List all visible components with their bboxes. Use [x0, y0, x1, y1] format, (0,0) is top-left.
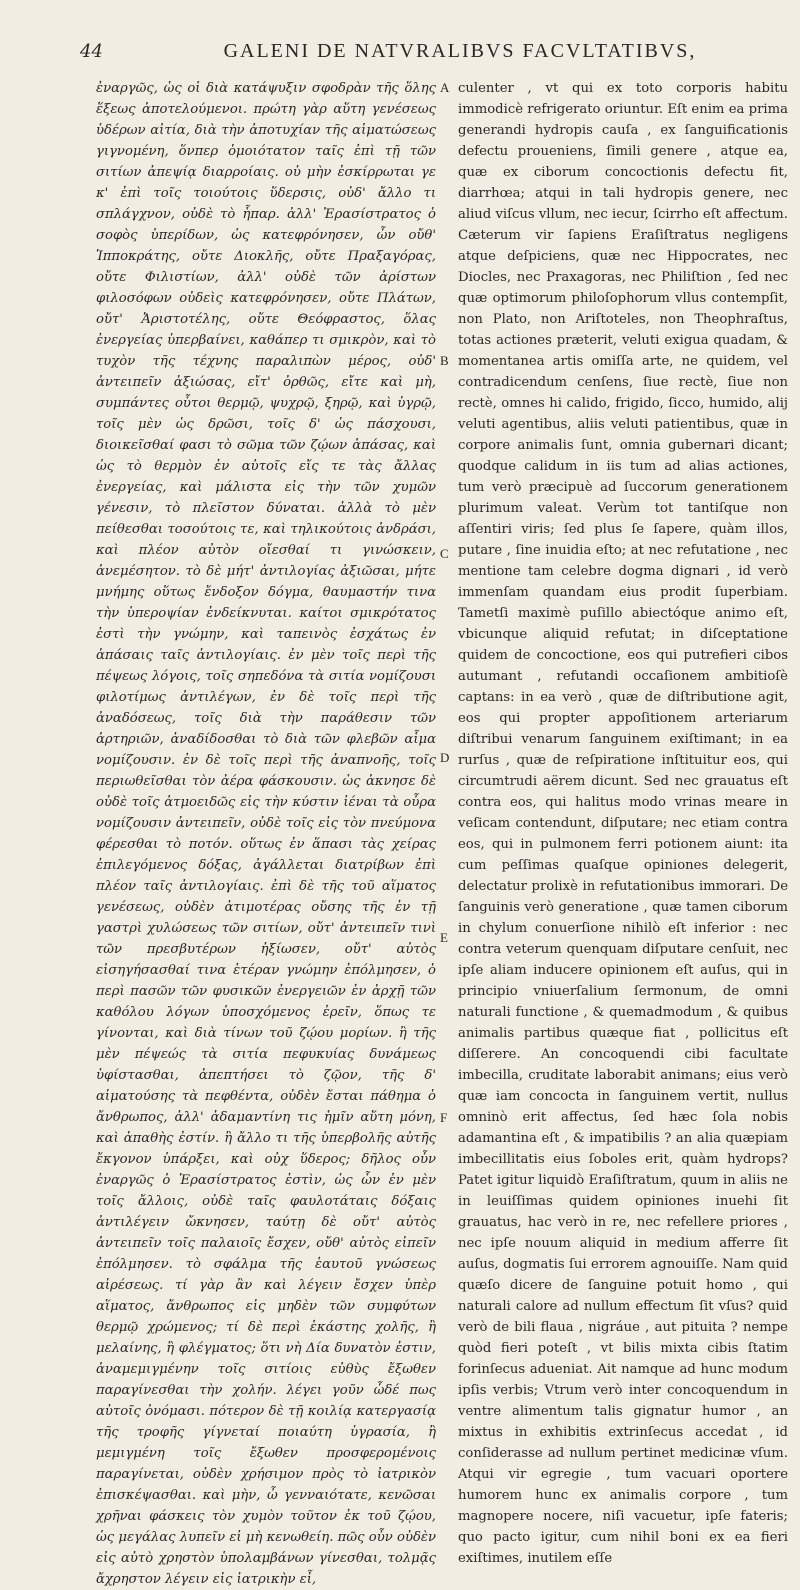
margin-marker-e: E [440, 930, 448, 945]
margin-marker-c: C [440, 546, 449, 561]
page-header [80, 40, 780, 74]
greek-paragraph: ἐναργῶς, ὡς οἱ διὰ κατάψυξιν σφοδρὰν τῆς ὅλης ἕξεως ἀποτελούμενοι. πρώτη γὰρ αὕτη γενέσεως ὑδέρων αἰτία, διὰ τὴν ἀποτυχίαν τῆς αἱματώσεως γιγνομένη, ὅνπερ ὁμοιότατον ταῖς ἐπὶ τῇ τῶν σιτίων ἀπεψίᾳ διαρροίαις. οὐ μὴν ἐσκίρρωται γε κ' ἐπὶ τοῖς τοιούτοις ὕδερσις, οὐδ' ἄλλο τι σπλάγχνον, οὐδὲ τὸ ἧπαρ. ἀλλ' Ἐρασίστρατος ὁ σοφὸς ὑπερίδων, ὡς κατεφρόνησεν, ὧν οὔθ' Ἱπποκράτης, οὔτε Διοκλῆς, οὔτε Πραξαγόρας, οὔτε Φιλιστίων, ἀλλ' οὐδὲ τῶν ἀρίστων φιλοσόφων οὐδεὶς κατεφρόνησεν, οὔτε Πλάτων, οὔτ' Ἀριστοτέλης, οὔτε Θεόφραστος, ὅλας ἐνεργείας ὑπερβαίνει, καθάπερ τι σμικρὸν, καὶ τὸ τυχὸν τῆς τέχνης παραλιπὼν μέρος, οὐδ' ἀντειπεῖν ἀξιώσας, εἴτ' ὀρθῶς, εἴτε καὶ μὴ, συμπάντες οὗτοι θερμῷ, ψυχρῷ, ξηρῷ, καὶ ὑγρῷ, τοῖς μὲν ὡς δρῶσι, τοῖς δ' ὡς πάσχουσι, διοικεῖσθαί φασι τὸ σῶμα τῶν ζῴων ἁπάσας, καὶ ὡς τὸ θερμὸν ἐν αὐτοῖς εἴς τε τὰς ἄλλας ἐνεργείας, καὶ μάλιστα εἰς τὴν τῶν χυμῶν γένεσιν, τὸ πλεῖστον δύναται. ἀλλὰ τὸ μὲν πείθεσθαι τοσούτοις τε, καὶ τηλικούτοις ἀνδράσι, καὶ πλέον αὐτὸν οἴεσθαί τι γινώσκειν, ἀνεμέσητον. τὸ δὲ μήτ' ἀντιλογίας ἀξιῶσαι, μήτε μνήμης οὕτως ἔνδοξον δόγμα, θαυμαστήν τινα τὴν ὑπεροψίαν ἐνδείκνυται. καίτοι σμικρότατος ἐστὶ τὴν γνώμην, καὶ ταπεινὸς ἐσχάτως ἐν ἁπάσαις ταῖς ἀντιλογίαις. ἐν μὲν τοῖς περὶ τῆς πέψεως λόγοις, τοῖς σηπεδόνα τὰ σιτία νομίζουσι φιλοτίμως ἀντιλέγων, ἐν δὲ τοῖς περὶ τῆς ἀναδόσεως, τοῖς διὰ τὴν παράθεσιν τῶν ἀρτηριῶν, ἀναδίδοσθαι τὸ διὰ τῶν φλεβῶν αἷμα νομίζουσιν. ἐν δὲ τοῖς περὶ τῆς ἀναπνοῆς, τοῖς περιωθεῖσθαι τὸν ἀέρα φάσκουσιν. ὡς ἀκνησε δὲ οὐδὲ τοῖς ἀτμοειδῶς εἰς τὴν κύστιν ἰέναι τὰ οὖρα νομίζουσιν ἀντειπεῖν, οὐδὲ τοῖς εἰς τὸν πνεύμονα φέρεσθαι τὸ ποτόν. οὕτως ἐν ἅπασι τὰς χείρας ἐπιλεγόμενος δόξας, ἀγάλλεται διατρίβων ἐπὶ πλέον ταῖς ἀντιλογίαις. ἐπὶ δὲ τῆς τοῦ αἵματος γενέσεως, οὐδὲν ἀτιμοτέρας οὔσης τῆς ἐν τῇ γαστρὶ χυλώσεως τῶν σιτίων, οὔτ' ἀντειπεῖν τινὶ τῶν πρεσβυτέρων ἠξίωσεν, οὔτ' αὐτὸς εἰσηγήσασθαί τινα ἑτέραν γνώμην ἐπόλμησεν, ὁ περὶ πασῶν τῶν φυσικῶν ἐνεργειῶν ἐν ἀρχῇ τῶν καθόλου λόγων ὑποσχόμενος ἐρεῖν, ὅπως τε γίνονται, καὶ διὰ τίνων τοῦ ζῴου μορίων. ἢ τῆς μὲν πέψεώς τὰ σιτία πεφυκυίας δυνάμεως ὑφίστασθαι, ἀπεπτήσει τὸ ζῷον, τῆς δ' αἱματούσης τὰ πεφθέντα, οὐδὲν ἔσται πάθημα ὁ ἄνθρωπος, ἀλλ' ἀδαμαντίνη τις ἡμῖν αὕτη μόνη, καὶ ἀπαθὴς ἐστίν. ἢ ἄλλο τι τῆς ὑπερβολῆς αὐτῆς ἔκγονον ὑπάρξει, καὶ οὐχ ὕδερος; δῆλος οὖν ἐναργῶς ὁ Ἐρασίστρατος ἐστὶν, ὡς ὧν ἐν μὲν τοῖς ἄλλοις, οὐδὲ ταῖς φαυλοτάταις δόξαις ἀντιλέγειν ὤκνησεν, ταύτῃ δὲ οὔτ' αὐτὸς ἀντειπεῖν τοῖς παλαιοῖς ἔσχεν, οὔθ' αὐτὸς εἰπεῖν ἐπόλμησεν. τὸ σφάλμα τῆς ἑαυτοῦ γνώσεως αἱρέσεως. τί γὰρ ἂν καὶ λέγειν ἔσχεν ὑπὲρ αἵματος, ἄνθρωπος εἰς μηδὲν τῶν συμφύτων θερμῷ χρώμενος; τί δὲ περὶ ἑκάστης χολῆς, ἢ μελαίνης, ἢ φλέγματος; ὅτι νὴ Δία δυνατὸν ἐστιν, ἀναμεμιγμένην τοῖς σιτίοις εὐθὺς ἔξωθεν παραγίνεσθαι τὴν χολήν. λέγει γοῦν ὧδέ πως αὐτοῖς ὀνόμασι. πότερον δὲ τῇ κοιλίᾳ κατεργασίᾳ τῆς τροφῆς γίγνεταί ποιαύτη ὑγρασία, ἢ μεμιγμένη τοῖς ἔξωθεν προσφερομένοις παραγίνεται, οὐδὲν χρήσιμον πρὸς τὸ ἰατρικὸν ἐπισκέψασθαι. καὶ μὴν, ὦ γενναιότατε, κενῶσαι χρῆναι φάσκεις τὸν χυμὸν τοῦτον ἐκ τοῦ ζῴου, ὡς μεγάλας λυπεῖν εἰ μὴ κενωθείη. πῶς οὖν οὐδὲν εἰς αὐτὸ χρηστὸν ὑπολαμβάνων γίνεσθαι, τολμᾷς ἄχρηστον λέγειν εἰς ἰατρικὴν εἶ, [96, 81, 436, 1587]
page-number: 44 [80, 41, 103, 62]
margin-marker-d: D [440, 750, 450, 765]
margin-marker-a: A [440, 80, 450, 95]
margin-marker-f: F [440, 1110, 448, 1125]
running-head: GALENI DE NATVRALIBVS FACVLTATIBVS, [223, 40, 697, 62]
greek-text-column [96, 78, 436, 1587]
latin-paragraph: culenter , vt qui ex toto corporis habitu immodicè refrigerato oriuntur. Eſt enim ea prima generandi hydropis cauſa , ex ſanguificationis defectu proueniens, ſimili genere , atque ea, quæ ex ciborum concoctionis defectu fit, diarrhœa; atqui in tali hydropis genere, nec aliud viſcus vllum, nec iecur, ſcirrho eſt affectum. Cæterum vir ſapiens Eraſiſtratus negligens atque deſpiciens, quæ nec Hippocrates, nec Diocles, nec Praxagoras, nec Philiſtion , ſed nec quæ optimorum philoſophorum vllus contempſit, non Plato, non Ariſtoteles, non Theophraſtus, totas actiones præterit, veluti exigua quadam, & momentanea artis omiſſa arte, ne quidem, vel contradicendum cenſens, ſiue rectè, ſiue non rectè, omnes hi calido, frigido, ſicco, humido, alij veluti agentibus, aliis veluti patientibus, quæ in corpore animalis ſunt, omnia gubernari dicant; quodque calidum in iis tum ad alias actiones, tum verò præcipuè ad ſuccorum generationem plurimum valeat. Verùm tot tantiſque non aſſentiri viris; ſed plus ſe ſapere, quàm illos, putare , ſine inuidia eſto; at nec refutatione , nec mentione tam celebre dogma dignari , id verò immenſam quandam eius prodit ſuperbiam. Tametſi maximè puſillo abiectóque animo eſt, vbicunque aliquid refutat; in diſceptatione quidem de concoctione, eos qui putrefieri cibos autumant , refutandi occaſionem ambitioſè captans: in ea verò , quæ de diſtributione agit, eos qui propter appoſitionem arteriarum diſtribui venarum ſanguinem exiſtimant; in ea rurſus , quæ de reſpiratione inſtituitur eos, qui circumtrudi aërem dicunt. Sed nec grauatus eſt contra eos, qui halitus modo vrinas meare in veſicam contendunt, diſputare; nec etiam contra eos, qui in pulmonem ferri potionem aiunt: ita cum peſſimas quaſque opiniones delegerit, delectatur prolixè in refutationibus immorari. De ſanguinis verò generatione , quæ tamen ciborum in chylum conuerſione nihilò eſt inferior : nec contra veterum quenquam diſputare cenſuit, nec ipſe aliam inducere opinionem eſt auſus, qui in principio vniuerſalium ſermonum, de omni naturali functione , & quemadmodum , & quibus animalis partibus quæque fiat , pollicitus eſt diſſerere. An concoquendi cibi facultate imbecilla, cruditate laborabit animans; eius verò quæ iam concocta in ſanguinem vertit, nullus omninò erit affectus, ſed hæc ſola nobis adamantina eſt , & impatibilis ? an alia quæpiam imbecillitatis eius ſoboles erit, quàm hydrops? Patet igitur liquidò Eraſiſtratum, quum in aliis ne in leuiſſimas quidem opiniones inuehi ſit grauatus, hac verò in re, nec refellere priores , nec ipſe nouum aliquid in medium afferre ſit auſus, dogmatis ſui errorem agnouiſſe. Nam quid quæſo dicere de ſanguine potuit homo , qui naturali calore ad nullum effectum ſit vſus? quid verò de bili flaua , nigráue , aut pituita ? nempe quòd fieri poteſt , vt bilis mixta cibis ſtatim forinſecus adueniat. Ait namque ad hunc modum ipſis verbis; Vtrum verò inter concoquendum in ventre alimentum talis gignatur humor , an mixtus in exhibitis extrinſecus accedat , id conſiderasse ad nullum pertinet medicinæ vſum. Atqui vir egregie , tum vacuari oportere humorem hunc ex animalis corpore , tum magnopere nocere, niſi vacuetur, ipſe fateris; quo pacto igitur, cum nihil boni ex ea fieri exiſtimes, inutilem eſſe [458, 81, 788, 1566]
latin-text-column [458, 78, 788, 1566]
margin-marker-b: B [440, 353, 449, 368]
margin-markers [440, 78, 456, 1228]
